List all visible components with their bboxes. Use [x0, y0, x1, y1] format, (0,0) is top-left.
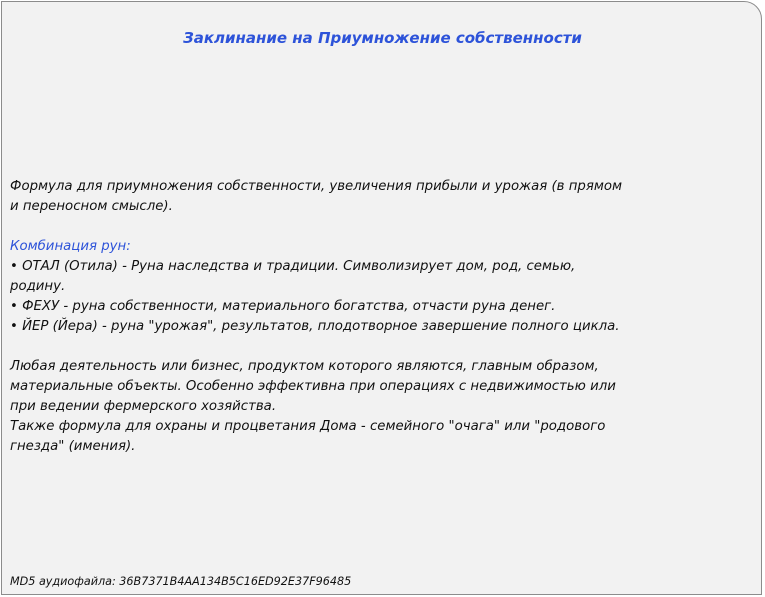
description-line: материальные объекты. Особенно эффективна при операциях с недвижимостью или — [10, 379, 616, 394]
description-line: Любая деятельность или бизнес, продуктом которого являются, главным образом, — [10, 359, 599, 374]
description-line: гнезда" (имения). — [10, 439, 136, 454]
intro-line: и переносном смысле). — [10, 199, 173, 214]
rune-line: • ФЕХУ - руна собственности, материального богатства, отчасти руна денег. — [10, 299, 556, 314]
paragraph-gap — [10, 337, 755, 357]
intro-line: Формула для приумножения собственности, увеличения прибыли и урожая (в прямом — [10, 179, 623, 194]
rune-line: • ЙЕР (Йера) - руна "урожая", результатов, плодотворное завершение полного цикла. — [10, 319, 620, 334]
rune-line: родину. — [10, 279, 66, 294]
description-line: Также формула для охраны и процветания Дома - семейного "очага" или "родового — [10, 419, 606, 434]
runes-heading: Комбинация рун: — [10, 239, 131, 254]
spell-panel — [1, 1, 762, 595]
spell-content — [10, 177, 755, 457]
paragraph-gap — [10, 217, 755, 237]
md5-hash-text: MD5 аудиофайла: 36B7371B4AA134B5C16ED92E37F96485 — [10, 575, 352, 588]
spell-title: Заклинание на Приумножение собственности — [183, 29, 582, 47]
description-line: при ведении фермерского хозяйства. — [10, 399, 277, 414]
rune-line: • ОТАЛ (Отила) - Руна наследства и традиции. Символизирует дом, род, семью, — [10, 259, 576, 274]
